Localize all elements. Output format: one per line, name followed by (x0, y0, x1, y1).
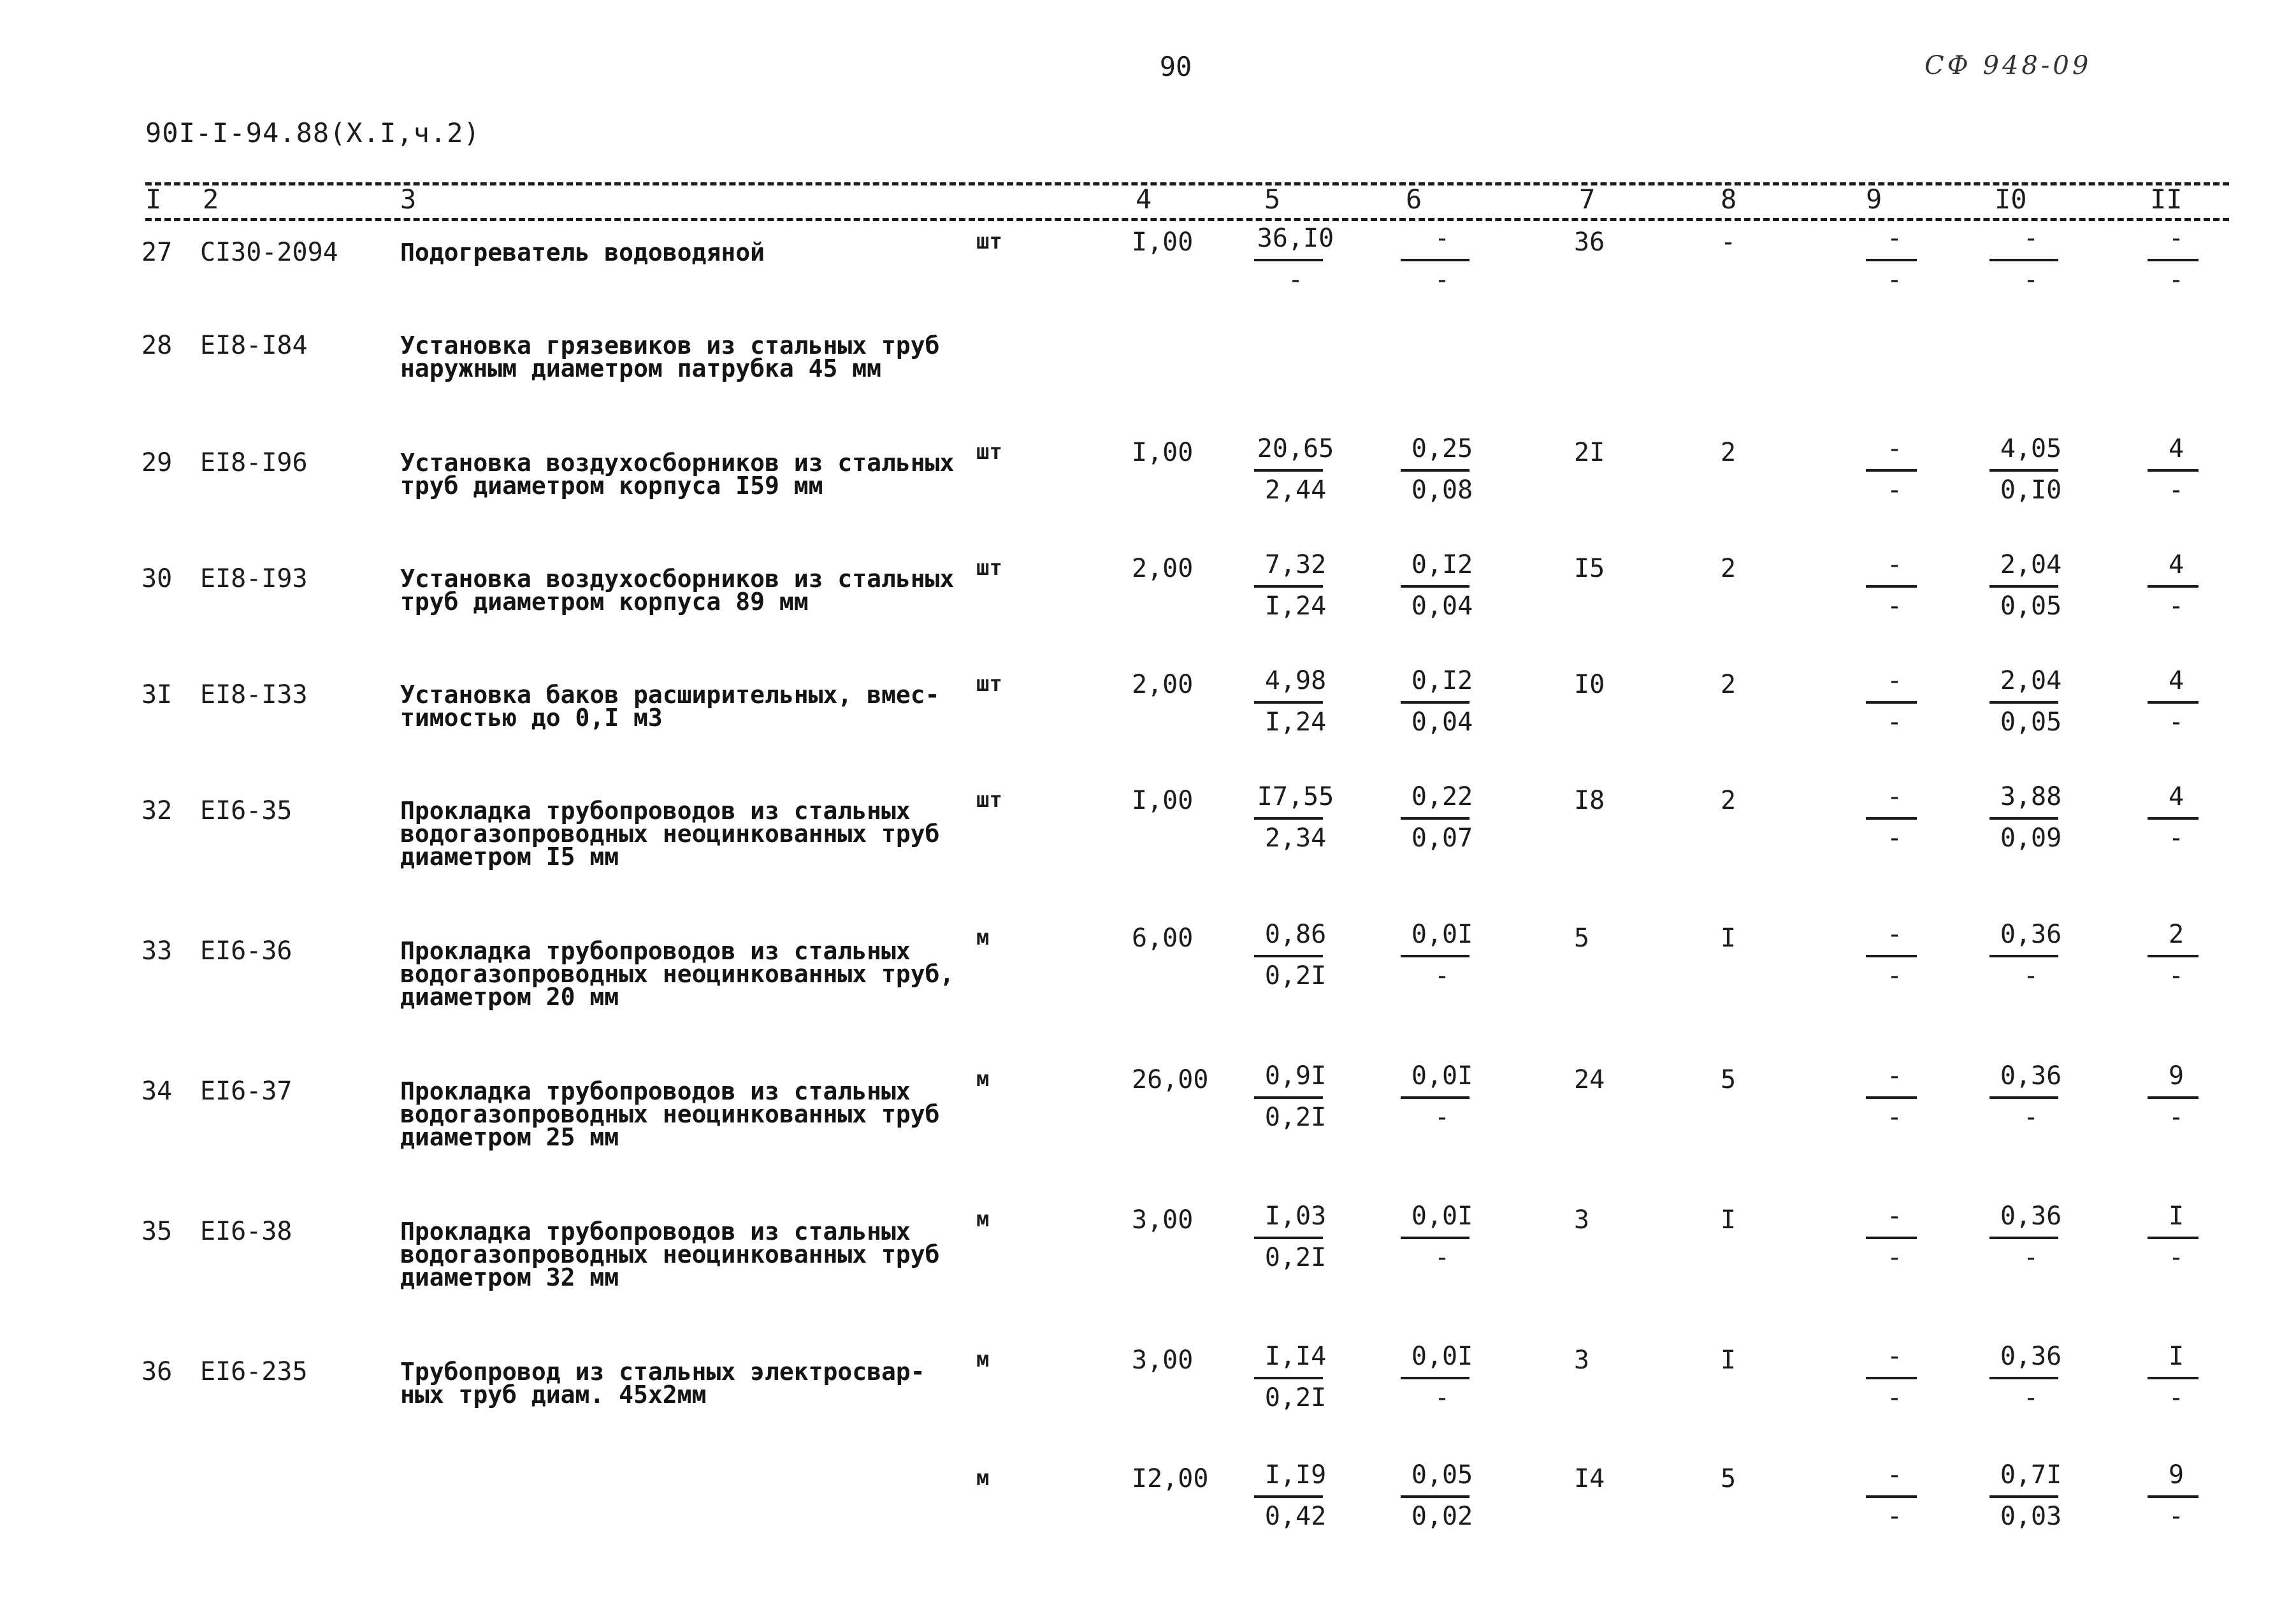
col10-fraction (1989, 432, 2072, 506)
col9-fraction (1866, 222, 1923, 296)
unit-cost-fraction (1254, 548, 1337, 622)
fraction-denominator: 0,2I (1264, 1243, 1327, 1272)
fraction-bar (1401, 1096, 1469, 1099)
col10-fraction (1989, 222, 2072, 296)
col8-value: I (1721, 1205, 1736, 1235)
col7-value: 3 (1574, 1205, 1590, 1235)
unit: шт (976, 671, 1002, 697)
col11-fraction (2148, 664, 2205, 738)
fraction-bar (2148, 1377, 2199, 1379)
unit-cost-fraction (1254, 664, 1337, 738)
fraction-bar (1866, 259, 1917, 261)
fraction-numerator: 0,86 (1264, 920, 1327, 949)
column-header: 4 (1136, 184, 1152, 215)
fraction-bar (1989, 1237, 2058, 1239)
fraction-denominator: - (2168, 592, 2184, 621)
quantity: 3,00 (1132, 1205, 1194, 1235)
fraction-bar (1254, 469, 1323, 472)
fraction-denominator: 0,2I (1264, 1103, 1327, 1132)
column-header: I (145, 184, 162, 215)
fraction-numerator: I (2168, 1342, 2184, 1371)
header-rule-bottom (145, 218, 2229, 221)
work-description: Подогреватель водоводяной (400, 238, 765, 266)
fraction-numerator: 20,65 (1257, 434, 1334, 463)
fraction-bar (1866, 1096, 1917, 1099)
fraction-denominator: - (2168, 1243, 2184, 1272)
document-code: 90I-I-94.88(X.I,ч.2) (145, 117, 480, 149)
work-description: Трубопровод из стальных электросвар- ных труб диам. 45х2мм (400, 1358, 925, 1409)
fraction-bar (1254, 817, 1323, 820)
fraction-denominator: - (1287, 265, 1304, 294)
fraction-bar (1989, 701, 2058, 704)
fraction-denominator: 0,09 (2000, 824, 2062, 853)
fraction-numerator: 0,36 (2000, 1061, 2062, 1091)
column-header: I0 (1995, 184, 2027, 215)
labor-cost-fraction (1401, 1059, 1484, 1133)
col8-value: 2 (1721, 670, 1736, 699)
fraction-denominator: - (2168, 265, 2184, 294)
fraction-denominator: 0,I0 (2000, 476, 2062, 505)
col9-fraction (1866, 1458, 1923, 1532)
fraction-bar (1401, 701, 1469, 704)
header-rule-top (145, 182, 2229, 185)
fraction-denominator: - (2023, 1383, 2039, 1412)
quantity: 26,00 (1132, 1065, 1209, 1094)
fraction-bar (1989, 817, 2058, 820)
fraction-numerator: 0,36 (2000, 1342, 2062, 1371)
column-header: 3 (400, 184, 417, 215)
row-number: 34 (141, 1077, 173, 1106)
work-description: Установка воздухосборников из стальных труб диаметром корпуса 89 мм (400, 565, 955, 616)
col9-fraction (1866, 780, 1923, 854)
col8-value: 2 (1721, 438, 1736, 467)
row-number: 27 (141, 238, 173, 267)
row-number: 35 (141, 1217, 173, 1246)
fraction-denominator: 0,05 (2000, 708, 2062, 737)
fraction-denominator: 2,44 (1264, 476, 1327, 505)
col11-fraction (2148, 222, 2205, 296)
col11-fraction (2148, 1059, 2205, 1133)
fraction-numerator: 0,25 (1411, 434, 1473, 463)
col8-value: - (1721, 228, 1736, 257)
col11-fraction (2148, 1340, 2205, 1414)
col9-fraction (1866, 432, 1923, 506)
col11-fraction (2148, 918, 2205, 992)
fraction-denominator: - (1434, 1243, 1450, 1272)
fraction-bar (2148, 701, 2199, 704)
fraction-numerator: 3,88 (2000, 782, 2062, 811)
unit-cost-fraction (1254, 780, 1337, 854)
archive-code: СФ 948-09 (1924, 51, 2092, 80)
labor-cost-fraction (1401, 222, 1484, 296)
fraction-bar (1401, 1495, 1469, 1498)
col8-value: 5 (1721, 1065, 1736, 1094)
unit-cost-fraction (1254, 222, 1337, 296)
fraction-numerator: 4 (2168, 666, 2184, 695)
col9-fraction (1866, 1059, 1923, 1133)
fraction-numerator: 4,98 (1264, 666, 1327, 695)
work-description: Прокладка трубопроводов из стальных водогазопроводных неоцинкованных труб диаметром 25 мм (400, 1077, 940, 1151)
fraction-denominator: - (1886, 1103, 1903, 1132)
fraction-numerator: 2 (2168, 920, 2184, 949)
fraction-bar (1401, 817, 1469, 820)
column-header: 2 (203, 184, 219, 215)
work-description: Установка грязевиков из стальных труб наружным диаметром патрубка 45 мм (400, 331, 940, 382)
rate-code: EI8-I93 (200, 564, 308, 593)
fraction-bar (1989, 585, 2058, 588)
labor-cost-fraction (1401, 1200, 1484, 1274)
unit-cost-fraction (1254, 918, 1337, 992)
rate-code: EI8-I33 (200, 680, 308, 709)
fraction-numerator: 0,0I (1411, 1202, 1473, 1231)
fraction-denominator: - (1886, 265, 1903, 294)
fraction-denominator: - (1434, 1383, 1450, 1412)
fraction-numerator: 9 (2168, 1061, 2184, 1091)
fraction-bar (1989, 259, 2058, 261)
fraction-denominator: - (2168, 708, 2184, 737)
unit-cost-fraction (1254, 1458, 1337, 1532)
fraction-bar (1254, 1096, 1323, 1099)
unit: м (976, 1465, 990, 1491)
col11-fraction (2148, 1200, 2205, 1274)
col8-value: I (1721, 924, 1736, 953)
unit: шт (976, 555, 1002, 581)
fraction-numerator: 0,05 (1411, 1460, 1473, 1490)
fraction-bar (1401, 1237, 1469, 1239)
fraction-bar (1866, 1237, 1917, 1239)
labor-cost-fraction (1401, 664, 1484, 738)
unit-cost-fraction (1254, 432, 1337, 506)
fraction-bar (1866, 469, 1917, 472)
col7-value: 36 (1574, 228, 1605, 257)
fraction-bar (1989, 1377, 2058, 1379)
labor-cost-fraction (1401, 548, 1484, 622)
rate-code: EI6-38 (200, 1217, 292, 1246)
fraction-denominator: - (2168, 824, 2184, 853)
rate-code: EI8-I96 (200, 448, 308, 477)
fraction-numerator: 0,0I (1411, 1342, 1473, 1371)
unit: м (976, 1347, 990, 1372)
column-header: II (2150, 184, 2183, 215)
fraction-denominator: - (2168, 961, 2184, 991)
col7-value: I4 (1574, 1464, 1605, 1493)
col8-value: 2 (1721, 786, 1736, 815)
rate-code: EI6-37 (200, 1077, 292, 1106)
fraction-numerator: 36,I0 (1257, 224, 1334, 253)
fraction-numerator: 0,7I (2000, 1460, 2062, 1490)
quantity: I,00 (1132, 438, 1194, 467)
col10-fraction (1989, 1200, 2072, 1274)
labor-cost-fraction (1401, 918, 1484, 992)
fraction-numerator: - (1886, 434, 1903, 463)
fraction-denominator: 0,02 (1411, 1502, 1473, 1531)
fraction-numerator: 0,0I (1411, 920, 1473, 949)
fraction-numerator: 0,I2 (1411, 666, 1473, 695)
fraction-denominator: - (2023, 265, 2039, 294)
fraction-bar (2148, 817, 2199, 820)
rate-code: EI6-36 (200, 936, 292, 966)
fraction-numerator: - (1886, 1202, 1903, 1231)
fraction-numerator: 0,22 (1411, 782, 1473, 811)
fraction-denominator: - (1886, 1502, 1903, 1531)
fraction-bar (1401, 955, 1469, 957)
fraction-denominator: 0,42 (1264, 1502, 1327, 1531)
column-header: 6 (1406, 184, 1422, 215)
fraction-numerator: I7,55 (1257, 782, 1334, 811)
rate-code: EI6-35 (200, 796, 292, 825)
fraction-denominator: - (1434, 961, 1450, 991)
fraction-numerator: - (1886, 224, 1903, 253)
fraction-bar (2148, 1237, 2199, 1239)
page-number: 90 (1159, 51, 1192, 82)
fraction-numerator: 4 (2168, 782, 2184, 811)
fraction-numerator: 0,36 (2000, 1202, 2062, 1231)
col9-fraction (1866, 548, 1923, 622)
fraction-numerator: - (1886, 782, 1903, 811)
unit: м (976, 1207, 990, 1232)
fraction-numerator: - (1886, 1342, 1903, 1371)
quantity: I,00 (1132, 228, 1194, 257)
labor-cost-fraction (1401, 1340, 1484, 1414)
fraction-bar (1989, 469, 2058, 472)
row-number: 30 (141, 564, 173, 593)
fraction-denominator: - (1886, 1383, 1903, 1412)
fraction-numerator: 7,32 (1264, 550, 1327, 579)
row-number: 29 (141, 448, 173, 477)
fraction-numerator: 4 (2168, 434, 2184, 463)
fraction-denominator: I,24 (1264, 592, 1327, 621)
fraction-numerator: 4 (2168, 550, 2184, 579)
fraction-bar (1254, 701, 1323, 704)
quantity: I2,00 (1132, 1464, 1209, 1493)
quantity: I,00 (1132, 786, 1194, 815)
fraction-denominator: 0,2I (1264, 1383, 1327, 1412)
rate-code: EI8-I84 (200, 331, 308, 360)
fraction-denominator: 0,03 (2000, 1502, 2062, 1531)
fraction-numerator: - (1434, 224, 1450, 253)
column-header: 9 (1866, 184, 1882, 215)
fraction-denominator: - (1886, 824, 1903, 853)
fraction-bar (1989, 1495, 2058, 1498)
col10-fraction (1989, 1059, 2072, 1133)
fraction-numerator: 4,05 (2000, 434, 2062, 463)
col9-fraction (1866, 664, 1923, 738)
unit: м (976, 925, 990, 950)
fraction-numerator: I,03 (1264, 1202, 1327, 1231)
fraction-denominator: - (2168, 476, 2184, 505)
fraction-numerator: 0,I2 (1411, 550, 1473, 579)
col11-fraction (2148, 780, 2205, 854)
quantity: 2,00 (1132, 670, 1194, 699)
fraction-denominator: 2,34 (1264, 824, 1327, 853)
row-number: 3I (141, 680, 173, 709)
fraction-bar (2148, 259, 2199, 261)
fraction-bar (1401, 469, 1469, 472)
col9-fraction (1866, 1340, 1923, 1414)
work-description: Прокладка трубопроводов из стальных водогазопроводных неоцинкованных труб диаметром I5 мм (400, 797, 940, 871)
work-description: Прокладка трубопроводов из стальных водогазопроводных неоцинкованных труб диаметром 32 мм (400, 1217, 940, 1291)
unit: шт (976, 439, 1002, 465)
col8-value: 2 (1721, 554, 1736, 583)
row-number: 32 (141, 796, 173, 825)
fraction-denominator: - (2168, 1103, 2184, 1132)
col8-value: I (1721, 1346, 1736, 1375)
col10-fraction (1989, 1340, 2072, 1414)
fraction-bar (1254, 955, 1323, 957)
fraction-numerator: - (1886, 666, 1903, 695)
column-header: 5 (1264, 184, 1281, 215)
fraction-bar (1401, 585, 1469, 588)
fraction-bar (1866, 585, 1917, 588)
fraction-denominator: - (1434, 1103, 1450, 1132)
fraction-numerator: - (1886, 550, 1903, 579)
row-number: 28 (141, 331, 173, 360)
work-description: Установка воздухосборников из стальных труб диаметром корпуса I59 мм (400, 449, 955, 500)
col9-fraction (1866, 918, 1923, 992)
fraction-numerator: - (1886, 920, 1903, 949)
fraction-bar (1254, 1377, 1323, 1379)
fraction-numerator: I (2168, 1202, 2184, 1231)
fraction-bar (2148, 469, 2199, 472)
col11-fraction (2148, 432, 2205, 506)
fraction-bar (1989, 955, 2058, 957)
fraction-denominator: - (1886, 1243, 1903, 1272)
work-description: Установка баков расширительных, вмес- тимостью до 0,I м3 (400, 681, 940, 732)
fraction-numerator: 0,36 (2000, 920, 2062, 949)
fraction-numerator: 9 (2168, 1460, 2184, 1490)
fraction-denominator: - (2023, 961, 2039, 991)
fraction-denominator: - (2023, 1103, 2039, 1132)
col7-value: 3 (1574, 1346, 1590, 1375)
fraction-bar (1866, 701, 1917, 704)
fraction-denominator: - (2168, 1383, 2184, 1412)
fraction-denominator: - (1434, 265, 1450, 294)
unit: м (976, 1066, 990, 1092)
fraction-numerator: - (2023, 224, 2039, 253)
fraction-bar (2148, 955, 2199, 957)
col7-value: 2I (1574, 438, 1605, 467)
labor-cost-fraction (1401, 1458, 1484, 1532)
fraction-numerator: 2,04 (2000, 550, 2062, 579)
col11-fraction (2148, 548, 2205, 622)
row-number: 33 (141, 936, 173, 966)
fraction-bar (2148, 585, 2199, 588)
fraction-bar (2148, 1495, 2199, 1498)
fraction-bar (1866, 1495, 1917, 1498)
col7-value: 24 (1574, 1065, 1605, 1094)
fraction-denominator: - (2023, 1243, 2039, 1272)
col8-value: 5 (1721, 1464, 1736, 1493)
col11-fraction (2148, 1458, 2205, 1532)
quantity: 2,00 (1132, 554, 1194, 583)
col7-value: 5 (1574, 924, 1590, 953)
fraction-denominator: - (2168, 1502, 2184, 1531)
fraction-bar (1866, 955, 1917, 957)
labor-cost-fraction (1401, 432, 1484, 506)
fraction-denominator: 0,07 (1411, 824, 1473, 853)
col10-fraction (1989, 548, 2072, 622)
fraction-bar (1401, 1377, 1469, 1379)
column-header: 7 (1579, 184, 1596, 215)
unit-cost-fraction (1254, 1059, 1337, 1133)
unit-cost-fraction (1254, 1340, 1337, 1414)
col7-value: I8 (1574, 786, 1605, 815)
fraction-denominator: 0,08 (1411, 476, 1473, 505)
row-number: 36 (141, 1357, 173, 1386)
col10-fraction (1989, 780, 2072, 854)
unit: шт (976, 787, 1002, 813)
fraction-denominator: - (1886, 592, 1903, 621)
fraction-denominator: 0,04 (1411, 708, 1473, 737)
unit: шт (976, 229, 1002, 254)
col7-value: I5 (1574, 554, 1605, 583)
column-header: 8 (1721, 184, 1737, 215)
fraction-bar (1401, 259, 1469, 261)
fraction-denominator: 0,05 (2000, 592, 2062, 621)
quantity: 3,00 (1132, 1346, 1194, 1375)
fraction-numerator: 0,9I (1264, 1061, 1327, 1091)
rate-code: EI6-235 (200, 1357, 308, 1386)
fraction-denominator: - (1886, 961, 1903, 991)
labor-cost-fraction (1401, 780, 1484, 854)
fraction-numerator: - (1886, 1460, 1903, 1490)
fraction-numerator: - (1886, 1061, 1903, 1091)
fraction-bar (1866, 817, 1917, 820)
col9-fraction (1866, 1200, 1923, 1274)
fraction-bar (1254, 1237, 1323, 1239)
unit-cost-fraction (1254, 1200, 1337, 1274)
fraction-numerator: I,I4 (1264, 1342, 1327, 1371)
fraction-denominator: 0,04 (1411, 592, 1473, 621)
fraction-numerator: 0,0I (1411, 1061, 1473, 1091)
fraction-bar (1866, 1377, 1917, 1379)
quantity: 6,00 (1132, 924, 1194, 953)
col10-fraction (1989, 664, 2072, 738)
fraction-bar (1989, 1096, 2058, 1099)
fraction-numerator: 2,04 (2000, 666, 2062, 695)
work-description: Прокладка трубопроводов из стальных водогазопроводных неоцинкованных труб, диаметром 20 мм (400, 937, 955, 1011)
fraction-denominator: I,24 (1264, 708, 1327, 737)
fraction-bar (2148, 1096, 2199, 1099)
fraction-denominator: 0,2I (1264, 961, 1327, 991)
fraction-denominator: - (1886, 476, 1903, 505)
fraction-denominator: - (1886, 708, 1903, 737)
fraction-bar (1254, 1495, 1323, 1498)
fraction-bar (1254, 259, 1323, 261)
rate-code: СI30-2094 (200, 238, 338, 267)
fraction-numerator: - (2168, 224, 2184, 253)
fraction-bar (1254, 585, 1323, 588)
col10-fraction (1989, 918, 2072, 992)
fraction-numerator: I,I9 (1264, 1460, 1327, 1490)
col7-value: I0 (1574, 670, 1605, 699)
col10-fraction (1989, 1458, 2072, 1532)
